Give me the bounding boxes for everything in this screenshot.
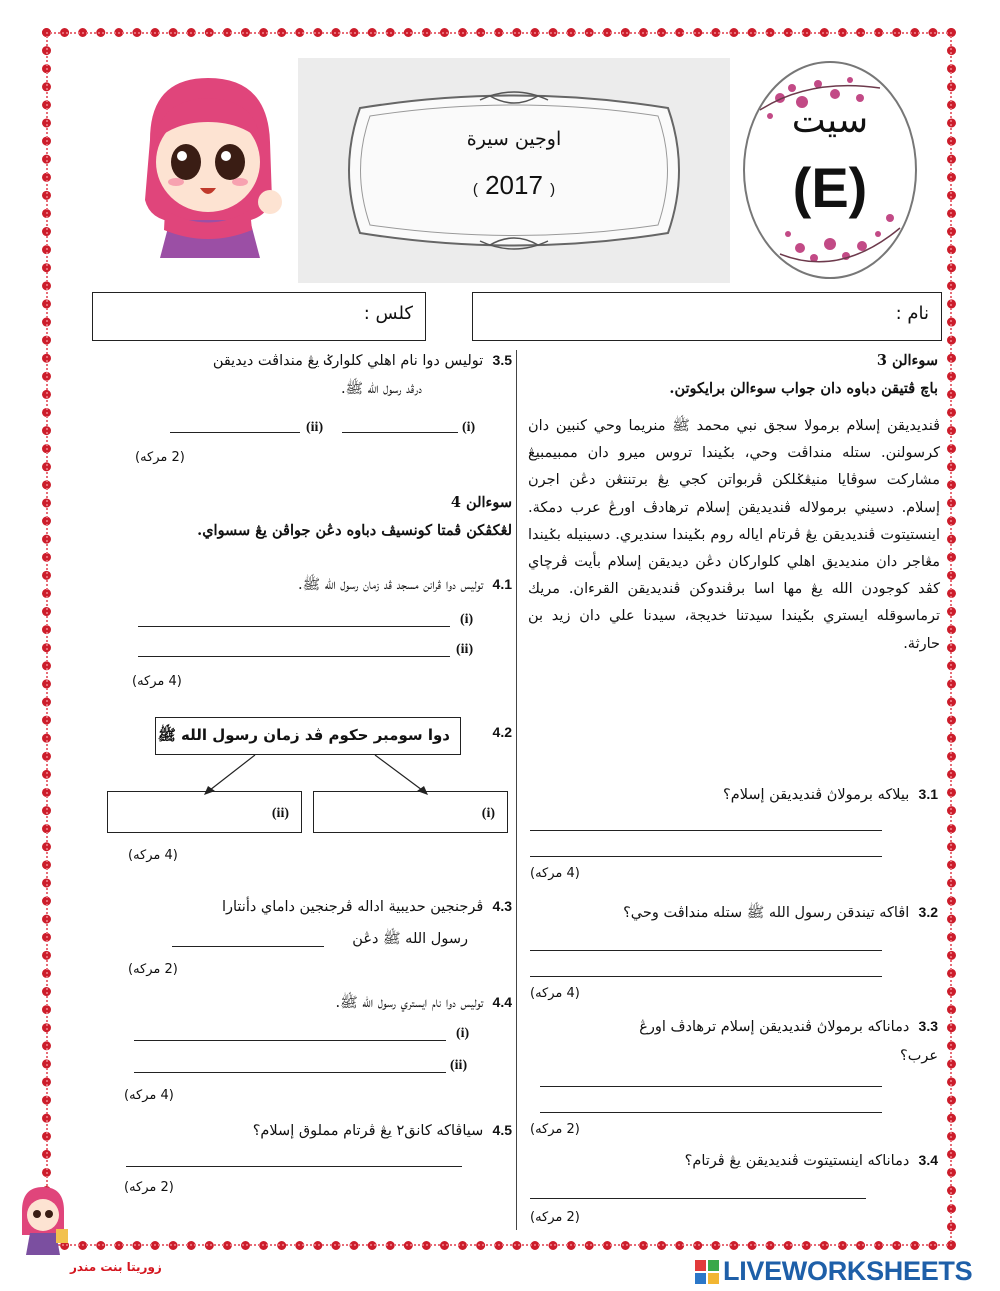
q3-5: 3.5 توليس دوا نام اهلي كلوارݢ يڠ منداڤت ديديقن [212, 352, 512, 369]
exam-title: اوجين سيرة [466, 128, 562, 150]
name-field[interactable] [472, 292, 942, 341]
author-credit: زوريتا بنت مندر [70, 1260, 162, 1274]
q4-instruction: لڠكڤكن ڤمتا كونسيڤ دباوه دڠن جواڤن يڠ سسواي. [197, 522, 512, 539]
answer-line[interactable] [170, 432, 300, 433]
concept-map-answer-i[interactable]: (i) [313, 791, 508, 833]
q4-5-marks: (2 مركه) [124, 1180, 174, 1195]
answer-line[interactable] [134, 1072, 446, 1073]
answer-line[interactable] [138, 656, 450, 657]
q3-heading: سوءالن 3 [876, 352, 938, 369]
liveworksheets-logo-icon [695, 1260, 719, 1284]
q3-3-cont: عرب؟ [900, 1048, 938, 1064]
exam-year: ( 2017 ) [472, 170, 556, 200]
answer-line[interactable] [342, 432, 458, 433]
brand-name: LIVEWORKSHEETS [723, 1256, 973, 1286]
concept-map-title-box: دوا سومبر حكوم ڤد زمان رسول الله ﷺ [155, 717, 461, 755]
q4-3: 4.3 ڤرجنجين حديبية اداله ڤرجنجين داماي دأنتارا [221, 898, 512, 915]
q3-3: 3.3 دماناكه برمولاڽ ڤنديديقن إسلام ترهادڤ اورڠ [639, 1018, 938, 1035]
author-avatar-illustration [14, 1185, 72, 1255]
set-letter: (E) [792, 156, 868, 219]
q3-4-marks: (2 مركه) [530, 1210, 580, 1225]
q4-4-marks: (4 مركه) [124, 1088, 174, 1103]
q3-2: 3.2 اڤاكه تيندقن رسول الله ﷺ ستله منداڤت وحي؟ [623, 904, 938, 921]
q4-heading: سوءالن 4 [450, 494, 512, 511]
label-ii: (ii) [450, 1058, 468, 1073]
answer-line[interactable] [138, 626, 450, 627]
q4-3-cont: رسول الله ﷺ دڠن [352, 931, 468, 947]
answer-line[interactable] [530, 856, 882, 857]
answer-line[interactable] [540, 1086, 882, 1087]
answer-line[interactable] [530, 830, 882, 831]
q4-1-marks: (4 مركه) [132, 674, 182, 689]
answer-line[interactable] [126, 1166, 462, 1167]
q4-5: 4.5 سياڤاكه كانق٢ يڠ ڤرتام مملوق إسلام؟ [252, 1122, 512, 1139]
q3-instruction: باچ ڤتيقن دباوه دان جواب سوءالن برايكوتن. [669, 380, 938, 397]
concept-map-answer-ii[interactable]: (ii) [107, 791, 302, 833]
q3-1-marks: (4 مركه) [530, 866, 580, 881]
liveworksheets-logo[interactable] [695, 1256, 995, 1288]
q3-3-marks: (2 مركه) [530, 1122, 580, 1137]
answer-line[interactable] [530, 976, 882, 977]
q3-passage: ڤنديديقن إسلام برمولا سجق نبي محمد ﷺ منريما وحي كنبين دان كرسولنن. ستله منداڤت وحي، بݢيندا تروس ميرو دان ممبيمبيڠ مشاركت سوڤايا منيڠݢلكن ڤربواتن كجي يڠ برتنتڠن دڠن اجرن إسلام. دسيني برمولاله ڤنديديقن إسلام ترهادڤ اورڠ عرب دمكة. اينستيتوت ڤنديديقن يڠ ڤرتام اياله روم بݢيندا سنديري. دسينيله بݢيندا مڠاجر دان منديديق اهلي كلواركان دڠن ديديقن إسلام بأيت ڤرچاي كڤد كوجودن الله يڠ مها اسا برڤندوكن ڤنديديقن القرءان. مريك ترماسوقله ايستري بݢيندا سيدتنا خديجة، سيدنا علي دان زيد بن حارثة. [528, 418, 940, 652]
q3-5-marks: (2 مركه) [135, 450, 185, 465]
q4-4: 4.4 توليس دوا نام ايستري رسول الله ﷺ. [335, 994, 512, 1011]
label-ii: (ii) [306, 420, 324, 435]
answer-line[interactable] [530, 950, 882, 951]
q3-1: 3.1 بيلاكه برمولاڽ ڤنديديقن إسلام؟ [723, 786, 938, 803]
q4-3-marks: (2 مركه) [128, 962, 178, 977]
answer-line[interactable] [540, 1112, 882, 1113]
class-label: كلس : [363, 303, 413, 324]
label-i: (i) [462, 420, 476, 435]
label-i: (i) [460, 612, 474, 627]
answer-line[interactable] [172, 946, 324, 947]
q4-2-marks: (4 مركه) [128, 848, 178, 863]
label-i: (i) [456, 1026, 470, 1041]
answer-line[interactable] [134, 1040, 446, 1041]
label-ii: (ii) [456, 642, 474, 657]
q3-2-marks: (4 مركه) [530, 986, 580, 1001]
answer-line[interactable] [530, 1198, 866, 1199]
q3-4: 3.4 دماناكه اينستيتوت ڤنديديقن يڠ ڤرتام؟ [684, 1152, 938, 1169]
set-label: سيت [791, 100, 869, 141]
hijab-girl-illustration [120, 70, 295, 260]
q3-5-cont: درڤد رسول الله ﷺ. [340, 381, 422, 397]
q4-2-number: 4.2 [492, 724, 512, 740]
class-field[interactable] [92, 292, 426, 341]
name-label: نام : [895, 303, 929, 324]
q4-1: 4.1 توليس دوا ڤرانن مسجد ڤد زمان رسول الله ﷺ. [298, 576, 512, 593]
